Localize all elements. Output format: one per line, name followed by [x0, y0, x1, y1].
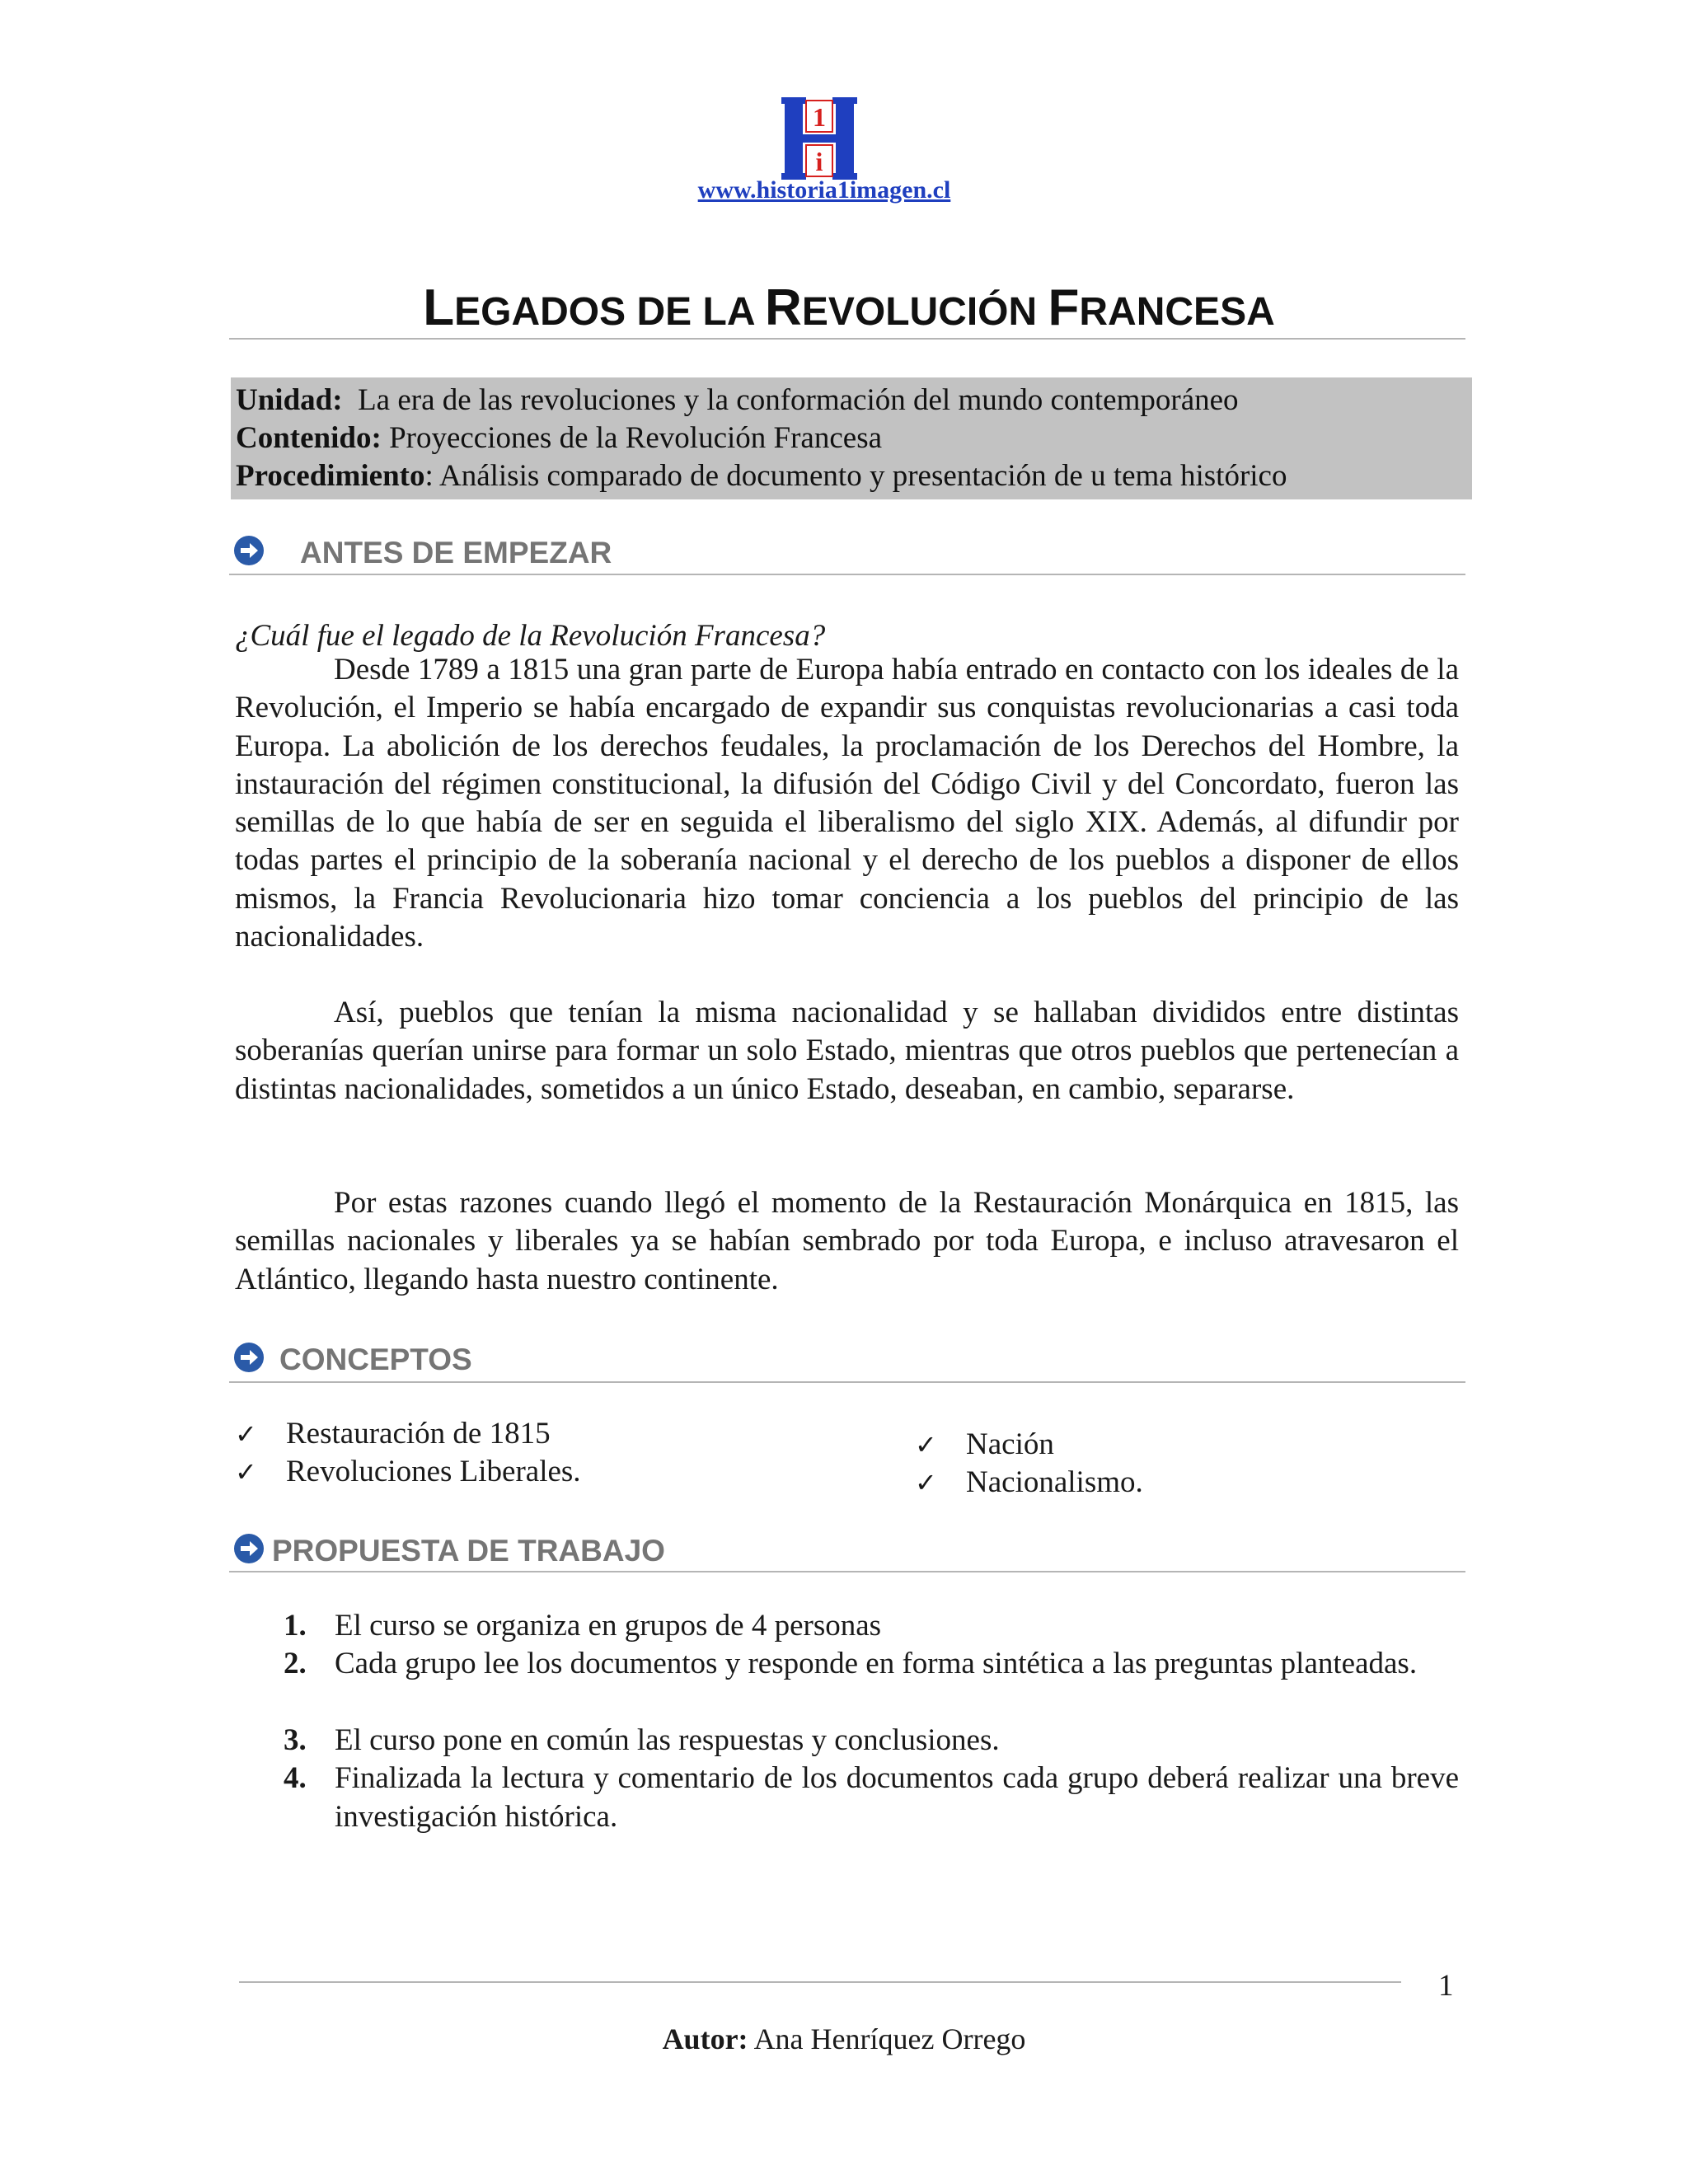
- arrow-circle-icon: [232, 534, 265, 567]
- contenido-label: Contenido:: [236, 421, 382, 455]
- section-title-conceptos: CONCEPTOS: [279, 1343, 472, 1376]
- title-rest-1: EGADOS DE LA: [454, 290, 766, 334]
- concept-item: [915, 1465, 1143, 1500]
- page-number: 1: [1438, 1969, 1454, 2003]
- concept-text: Nacionalismo.: [966, 1465, 1143, 1499]
- historia1imagen-logo: [781, 97, 857, 180]
- author-label: Autor:: [662, 2022, 748, 2055]
- checkmark-icon: ✓: [235, 1418, 257, 1450]
- list-item: [284, 1760, 1459, 1836]
- list-item: [284, 1722, 1459, 1760]
- paragraph-3: Por estas razones cuando llegó el momento de la Restauración Monárquica en 1815, las semillas nacionales y liberales ya se habían sembrado por toda Europa, e incluso atravesaron el Atlántico, llegando hasta nuestro continente.: [235, 1186, 1459, 1296]
- document-title: [231, 279, 1467, 337]
- concept-item: [235, 1416, 551, 1451]
- unidad-value: La era de las revoluciones y la conformación del mundo contemporáneo: [358, 383, 1239, 417]
- list-text: Cada grupo lee los documentos y responde en forma sintética a las preguntas planteadas.: [335, 1647, 1418, 1680]
- info-procedimiento: [236, 458, 1287, 494]
- concept-text: Revoluciones Liberales.: [286, 1455, 581, 1488]
- paragraph-1: Desde 1789 a 1815 una gran parte de Europa había entrado en contacto con los ideales de la Revolución, el Imperio se había encargado de expandir sus conquistas revolucionarias a casi toda Europa. La abolición de los derechos feudales, la proclamación de los Derechos del Hombre, la instauración del régimen constitucional, la difusión del Código Civil y del Concordato, fueron las semillas de lo que había de ser en seguida el liberalismo del siglo XIX. Además, al difundir por todas partes el principio de la soberanía nacional y el derecho de los pueblos a disponer de ellos mismos, la Francia Revolucionaria hizo tomar conciencia a los pueblos del principio de las nacionalidades.: [235, 653, 1459, 954]
- list-text: El curso pone en común las respuestas y conclusiones.: [335, 1723, 1000, 1757]
- logo-text-top: 1: [813, 102, 826, 132]
- list-number: 2.: [284, 1647, 307, 1680]
- list-text: El curso se organiza en grupos de 4 personas: [335, 1609, 882, 1643]
- footer-divider: [239, 1981, 1401, 1983]
- title-cap-3: F: [1048, 279, 1080, 336]
- section-divider-propuesta: [229, 1571, 1465, 1572]
- list-text: Finalizada la lectura y comentario de los documentos cada grupo deberá realizar una breve investigación histórica.: [335, 1761, 1459, 1834]
- list-number: 4.: [284, 1761, 307, 1795]
- list-number: 3.: [284, 1723, 307, 1757]
- procedimiento-value: : Análisis comparado de documento y presentación de u tema histórico: [424, 459, 1287, 493]
- arrow-circle-icon: [232, 1532, 265, 1565]
- list-number: 1.: [284, 1609, 307, 1643]
- checkmark-icon: ✓: [915, 1467, 937, 1498]
- unidad-label: Unidad:: [236, 383, 343, 417]
- info-contenido: [236, 420, 882, 456]
- logo-text-bottom: i: [815, 147, 823, 176]
- section-divider-conceptos: [229, 1381, 1465, 1383]
- title-cap-1: L: [423, 279, 455, 336]
- list-item: [284, 1645, 1459, 1684]
- concept-text: Restauración de 1815: [286, 1417, 551, 1451]
- contenido-value: Proyecciones de la Revolución Francesa: [389, 421, 883, 455]
- author-name: Ana Henríquez Orrego: [753, 2022, 1026, 2055]
- concept-item: [915, 1427, 1054, 1462]
- checkmark-icon: ✓: [915, 1429, 937, 1460]
- author-line: [0, 2022, 1688, 2056]
- section-title-antes: ANTES DE EMPEZAR: [300, 536, 612, 569]
- title-rest-3: RANCESA: [1079, 290, 1275, 334]
- title-cap-2: R: [765, 279, 802, 336]
- concept-item: [235, 1454, 581, 1489]
- title-rest-2: EVOLUCIÓN: [801, 290, 1048, 334]
- arrow-circle-icon: [232, 1341, 265, 1374]
- concept-text: Nación: [966, 1427, 1054, 1461]
- intro-question: ¿Cuál fue el legado de la Revolución Francesa?: [235, 619, 826, 653]
- info-box: [231, 377, 1472, 499]
- paragraph-2: Así, pueblos que tenían la misma nacionalidad y se hallaban divididos entre distintas soberanías querían unirse para formar un solo Estado, mientras que otros pueblos que pertenecían a distintas nacionalidades, sometidos a un único Estado, deseaban, en cambio, separarse.: [235, 996, 1459, 1106]
- title-divider: [229, 338, 1465, 340]
- section-divider-antes: [229, 574, 1465, 575]
- checkmark-icon: ✓: [235, 1456, 257, 1488]
- procedimiento-label: Procedimiento: [236, 459, 425, 493]
- site-url-link[interactable]: www.historia1imagen.cl: [697, 176, 951, 204]
- section-title-propuesta: PROPUESTA DE TRABAJO: [272, 1534, 665, 1568]
- info-unidad: [236, 382, 1239, 418]
- list-item: [284, 1607, 1459, 1646]
